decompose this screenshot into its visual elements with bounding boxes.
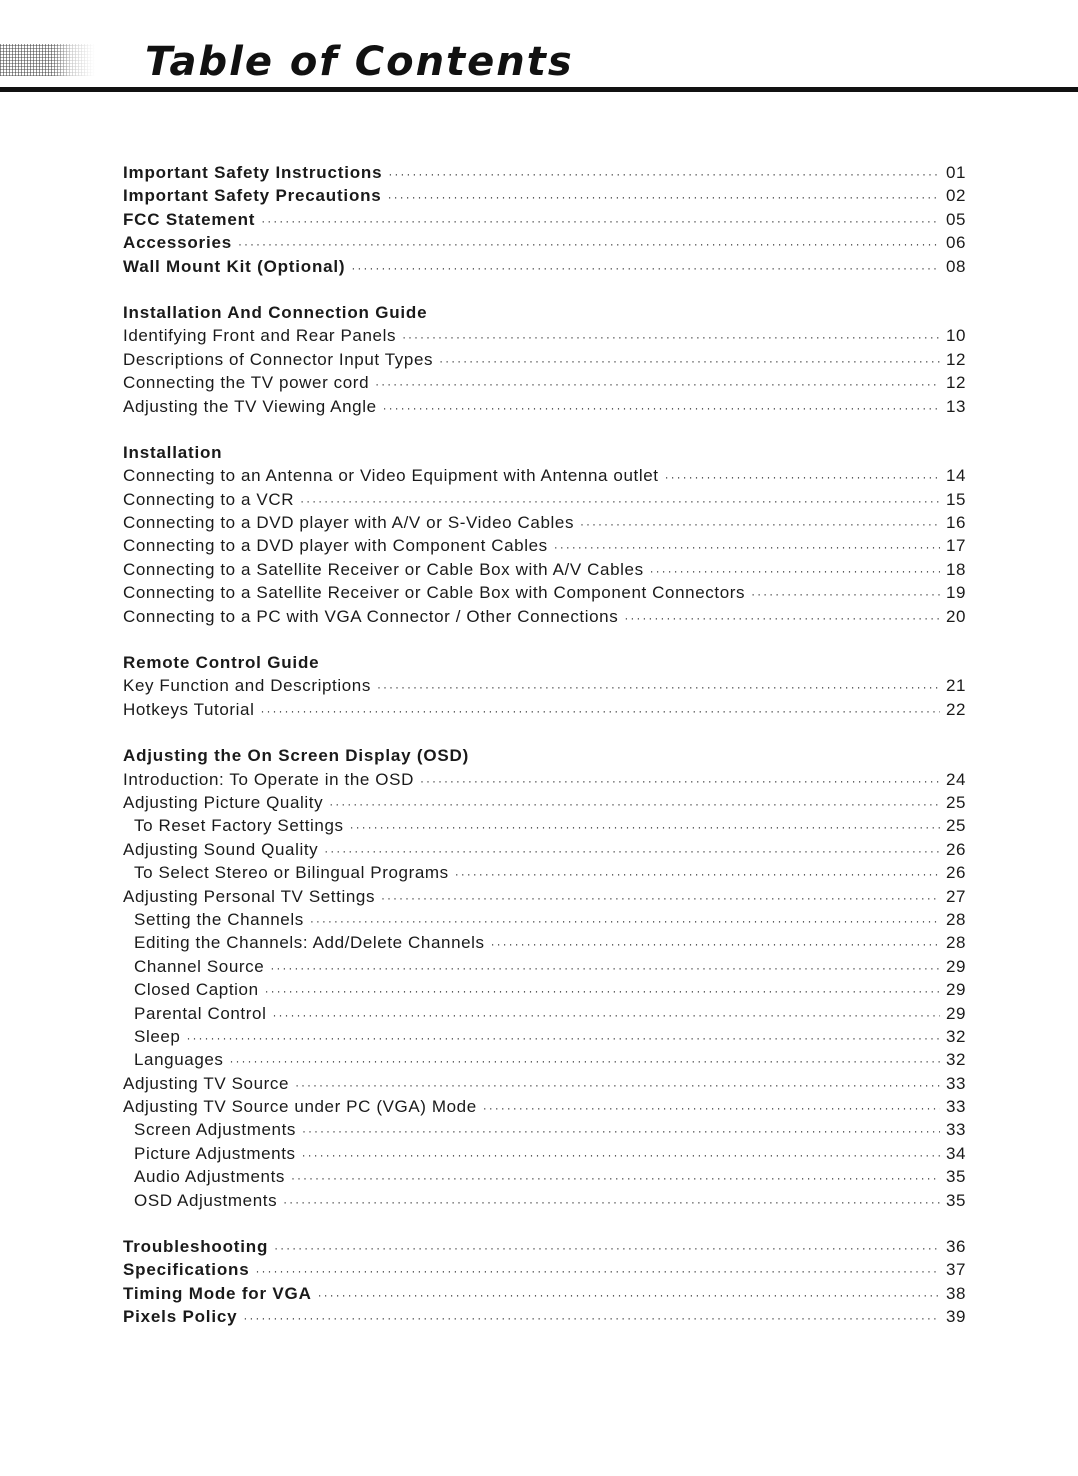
toc-entry-page-number: 29 [946, 1003, 967, 1023]
toc-entry-label: Pixels Policy [123, 1307, 238, 1327]
dot-leader [310, 914, 940, 928]
toc-entry-label: Key Function and Descriptions [123, 676, 371, 696]
toc-entry[interactable] [123, 840, 973, 863]
toc-entry-page-number: 17 [946, 536, 967, 556]
toc-entry-page-number: 16 [946, 513, 967, 533]
toc-entry-label: Important Safety Precautions [123, 186, 382, 206]
toc-entry-label: Adjusting TV Source [123, 1073, 290, 1093]
toc-entry-label: Languages [134, 1050, 224, 1070]
dot-leader [186, 1031, 940, 1045]
toc-section [123, 746, 973, 1214]
dot-leader [295, 1078, 940, 1092]
toc-entry-label: Channel Source [134, 956, 265, 976]
toc-entry-page-number: 08 [946, 256, 967, 276]
toc-section [123, 1237, 973, 1331]
toc-entry-page-number: 36 [946, 1237, 967, 1257]
page-header [0, 0, 1078, 96]
toc-entry-label: Editing the Channels: Add/Delete Channels [134, 933, 485, 953]
dot-leader [274, 1241, 940, 1255]
toc-section [123, 303, 973, 420]
toc-entry-page-number: 25 [946, 816, 967, 836]
toc-entry-page-number: 39 [946, 1307, 967, 1327]
toc-entry-label: Wall Mount Kit (Optional) [123, 256, 346, 276]
toc-entry[interactable] [123, 1050, 973, 1073]
toc-entry[interactable] [123, 1074, 973, 1097]
dot-leader [283, 1195, 940, 1209]
toc-entry-page-number: 27 [946, 886, 967, 906]
toc-entry-page-number: 21 [946, 676, 967, 696]
section-gap [123, 1214, 973, 1237]
toc-entry-page-number: 33 [946, 1120, 967, 1140]
toc-entry-label: FCC Statement [123, 209, 256, 229]
dot-leader [402, 330, 940, 344]
table-of-contents [123, 163, 973, 1331]
toc-entry-page-number: 24 [946, 769, 967, 789]
dot-leader [650, 564, 940, 578]
toc-entry[interactable] [123, 1191, 973, 1214]
dot-leader [375, 377, 940, 391]
dot-leader [255, 1264, 940, 1278]
toc-entry-label: Identifying Front and Rear Panels [123, 326, 397, 346]
toc-entry-page-number: 26 [946, 863, 967, 883]
toc-entry[interactable] [123, 863, 973, 886]
dot-leader [260, 704, 940, 718]
dot-leader [272, 1008, 940, 1022]
toc-entry-page-number: 14 [946, 466, 967, 486]
toc-entry-label: To Reset Factory Settings [134, 816, 344, 836]
dot-leader [580, 517, 940, 531]
toc-entry[interactable] [123, 326, 973, 349]
dot-leader [265, 984, 940, 998]
toc-entry[interactable] [123, 1004, 973, 1027]
toc-entry-page-number: 13 [946, 396, 967, 416]
toc-entry-label: Adjusting Personal TV Settings [123, 886, 376, 906]
toc-entry[interactable] [123, 350, 973, 373]
toc-entry-page-number: 18 [946, 559, 967, 579]
toc-entry[interactable] [123, 1097, 973, 1120]
dot-leader [439, 354, 940, 368]
toc-entry-page-number: 05 [946, 209, 967, 229]
toc-entry[interactable] [123, 1260, 973, 1283]
dot-leader [383, 401, 940, 415]
toc-entry[interactable] [123, 186, 973, 209]
section-gap [123, 630, 973, 653]
dot-leader [230, 1054, 940, 1068]
dot-leader [381, 891, 940, 905]
section-heading: Adjusting the On Screen Display (OSD) [123, 746, 470, 766]
dot-leader [291, 1171, 940, 1185]
section-gap [123, 420, 973, 443]
dot-leader [388, 167, 940, 181]
toc-entry-label: Connecting to a PC with VGA Connector / Other Connections [123, 606, 619, 626]
toc-entry[interactable] [123, 816, 973, 839]
dot-leader [624, 611, 940, 625]
toc-entry-page-number: 32 [946, 1050, 967, 1070]
toc-entry[interactable] [123, 1027, 973, 1050]
dot-leader [377, 680, 940, 694]
dot-leader [261, 214, 940, 228]
toc-entry-label: Connecting to a Satellite Receiver or Cable Box with Component Connectors [123, 583, 746, 603]
toc-entry-label: Hotkeys Tutorial [123, 699, 255, 719]
dot-leader [329, 797, 940, 811]
dot-leader [455, 867, 940, 881]
toc-entry-label: To Select Stereo or Bilingual Programs [134, 863, 449, 883]
toc-entry[interactable] [123, 560, 973, 583]
toc-entry-page-number: 37 [946, 1260, 967, 1280]
toc-entry-page-number: 19 [946, 583, 967, 603]
toc-entry-page-number: 12 [946, 373, 967, 393]
toc-entry-page-number: 28 [946, 909, 967, 929]
toc-entry-label: Closed Caption [134, 980, 259, 1000]
toc-entry[interactable] [123, 257, 973, 280]
toc-entry-label: Screen Adjustments [134, 1120, 296, 1140]
toc-entry-label: Setting the Channels [134, 909, 304, 929]
toc-entry-page-number: 35 [946, 1167, 967, 1187]
toc-entry[interactable] [123, 163, 973, 186]
toc-entry-label: Picture Adjustments [134, 1143, 296, 1163]
toc-entry-label: Parental Control [134, 1003, 267, 1023]
section-gap [123, 280, 973, 303]
toc-entry-label: Introduction: To Operate in the OSD [123, 769, 414, 789]
toc-entry[interactable] [123, 607, 973, 630]
toc-section [123, 163, 973, 280]
toc-section [123, 443, 973, 630]
toc-entry-label: OSD Adjustments [134, 1190, 278, 1210]
header-divider [0, 87, 1078, 92]
toc-entry-page-number: 15 [946, 489, 967, 509]
toc-entry-label: Troubleshooting [123, 1237, 269, 1257]
section-heading: Installation [123, 442, 223, 462]
header-halftone-graphic [0, 44, 95, 76]
dot-leader [420, 774, 940, 788]
toc-entry-page-number: 01 [946, 163, 967, 182]
toc-entry-page-number: 34 [946, 1143, 967, 1163]
section-heading: Remote Control Guide [123, 653, 320, 673]
toc-entry[interactable] [123, 1237, 973, 1260]
dot-leader [491, 937, 940, 951]
toc-entry[interactable] [123, 466, 973, 489]
toc-entry[interactable] [123, 513, 973, 536]
toc-entry-label: Audio Adjustments [134, 1167, 286, 1187]
toc-entry[interactable] [123, 957, 973, 980]
toc-entry-label: Timing Mode for VGA [123, 1283, 312, 1303]
toc-entry-label: Connecting to a Satellite Receiver or Cable Box with A/V Cables [123, 559, 644, 579]
toc-entry-label: Connecting to an Antenna or Video Equipment with Antenna outlet [123, 466, 659, 486]
dot-leader [318, 1288, 940, 1302]
toc-entry[interactable] [123, 1144, 973, 1167]
toc-entry[interactable] [123, 933, 973, 956]
toc-entry-label: Adjusting Sound Quality [123, 839, 319, 859]
toc-entry-page-number: 29 [946, 956, 967, 976]
toc-entry-page-number: 20 [946, 606, 967, 626]
toc-entry[interactable] [123, 980, 973, 1003]
toc-entry[interactable] [123, 233, 973, 256]
toc-entry-page-number: 33 [946, 1097, 967, 1117]
section-heading: Installation And Connection Guide [123, 302, 428, 322]
toc-entry-page-number: 02 [946, 186, 967, 206]
toc-section [123, 653, 973, 723]
toc-entry[interactable] [123, 1284, 973, 1307]
toc-entry-label: Connecting to a DVD player with Component Cables [123, 536, 548, 556]
toc-entry-page-number: 38 [946, 1283, 967, 1303]
toc-entry-page-number: 28 [946, 933, 967, 953]
dot-leader [302, 1124, 940, 1138]
toc-entry-label: Connecting the TV power cord [123, 373, 370, 393]
dot-leader [351, 261, 940, 275]
toc-entry-page-number: 06 [946, 233, 967, 253]
dot-leader [238, 237, 940, 251]
toc-entry-page-number: 10 [946, 326, 967, 346]
toc-entry-page-number: 25 [946, 792, 967, 812]
dot-leader [270, 961, 940, 975]
dot-leader [554, 540, 940, 554]
dot-leader [751, 587, 940, 601]
page-title: Table of Contents [145, 39, 574, 85]
toc-entry-page-number: 32 [946, 1026, 967, 1046]
toc-entry-label: Adjusting TV Source under PC (VGA) Mode [123, 1097, 477, 1117]
toc-entry-page-number: 29 [946, 980, 967, 1000]
toc-entry[interactable] [123, 536, 973, 559]
toc-entry[interactable] [123, 793, 973, 816]
toc-entry-label: Connecting to a DVD player with A/V or S-Video Cables [123, 513, 575, 533]
toc-entry-page-number: 22 [946, 699, 967, 719]
dot-leader [350, 820, 940, 834]
toc-entry[interactable] [123, 1167, 973, 1190]
toc-entry[interactable] [123, 700, 973, 723]
toc-entry[interactable] [123, 770, 973, 793]
toc-entry[interactable] [123, 676, 973, 699]
toc-entry-label: Adjusting the TV Viewing Angle [123, 396, 377, 416]
toc-entry-label: Sleep [134, 1026, 181, 1046]
toc-entry-label: Accessories [123, 233, 232, 253]
toc-entry-label: Important Safety Instructions [123, 163, 383, 182]
toc-entry[interactable] [123, 910, 973, 933]
toc-entry-page-number: 12 [946, 349, 967, 369]
section-gap [123, 723, 973, 746]
toc-entry[interactable] [123, 210, 973, 233]
dot-leader [388, 190, 940, 204]
toc-entry[interactable] [123, 583, 973, 606]
toc-entry-label: Connecting to a VCR [123, 489, 295, 509]
toc-entry-page-number: 35 [946, 1190, 967, 1210]
toc-entry-page-number: 33 [946, 1073, 967, 1093]
dot-leader [483, 1101, 940, 1115]
dot-leader [665, 470, 940, 484]
toc-entry-label: Specifications [123, 1260, 250, 1280]
dot-leader [243, 1311, 940, 1325]
dot-leader [324, 844, 940, 858]
toc-entry-label: Adjusting Picture Quality [123, 792, 324, 812]
toc-entry[interactable] [123, 373, 973, 396]
dot-leader [300, 494, 940, 508]
toc-entry[interactable] [123, 1120, 973, 1143]
toc-entry[interactable] [123, 1307, 973, 1330]
toc-entry[interactable] [123, 887, 973, 910]
toc-entry[interactable] [123, 397, 973, 420]
dot-leader [302, 1148, 940, 1162]
toc-entry-label: Descriptions of Connector Input Types [123, 349, 434, 369]
toc-entry[interactable] [123, 490, 973, 513]
toc-entry-page-number: 26 [946, 839, 967, 859]
